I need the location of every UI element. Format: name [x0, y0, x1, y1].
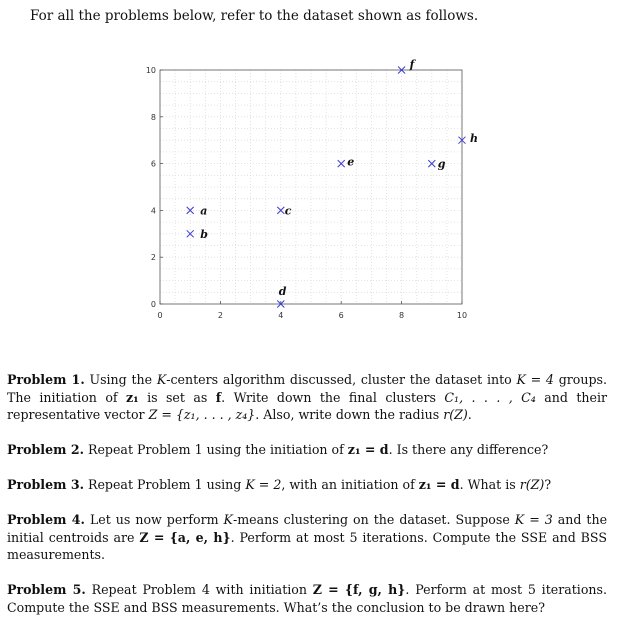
y-tick-label: 8	[150, 112, 156, 122]
y-tick-label: 2	[150, 253, 156, 263]
problem-1-math: r(Z)	[443, 407, 468, 422]
problem-5-text: . Perform at most 5 iterations. Compute the SSE and BSS measurements. What’s the conclusion to be drawn here?	[7, 582, 607, 615]
problem-3-math: r(Z)	[519, 477, 545, 492]
problem-4-math: K = 3	[514, 512, 553, 527]
problem-3-text: , with an initiation of	[281, 477, 419, 492]
problem-5-label: Problem 5.	[7, 582, 86, 597]
problem-3	[7, 476, 607, 494]
point-label-h: h	[470, 132, 478, 146]
problem-1-text: .	[467, 407, 472, 422]
point-label-d: d	[278, 285, 287, 298]
problem-2	[7, 441, 607, 459]
point-label-c: c	[284, 204, 292, 218]
problem-1-math: K = 4	[516, 372, 554, 387]
problem-4-text: -means clustering on the dataset. Suppose	[232, 512, 515, 527]
problem-1-text: -centers algorithm discussed, cluster the dataset into	[166, 372, 517, 387]
problem-4-text: Let us now perform	[89, 512, 224, 527]
point-label-b: b	[200, 227, 208, 241]
point-label-g: g	[437, 157, 446, 171]
problem-2-text: . Is there any difference?	[388, 442, 549, 457]
problem-4	[7, 511, 607, 564]
x-tick-label: 6	[338, 311, 344, 320]
y-tick-label: 10	[145, 66, 156, 75]
problem-1-text: groups. The initiation of	[7, 372, 607, 405]
problem-1-math: z₁	[125, 389, 139, 405]
y-tick-label: 6	[150, 159, 156, 169]
problem-5	[7, 581, 607, 616]
problem-3-text: Repeat Problem 1 using	[87, 477, 246, 492]
problem-5-math: Z = {f, g, h}	[312, 582, 406, 597]
problem-1-math: Z = {z₁, . . . , z₄}	[148, 407, 256, 422]
problem-1-text: . Also, write down the radius	[255, 407, 444, 422]
problem-2-math: z₁ = d	[347, 442, 389, 457]
problem-3-text: ?	[544, 477, 552, 492]
problem-1-text: is set as	[138, 389, 216, 405]
intro-text: For all the problems below, refer to the dataset shown as follows.	[30, 8, 479, 24]
problem-1-text: Using the	[89, 372, 157, 387]
point-label-f: f	[409, 58, 415, 71]
problem-2-label: Problem 2.	[7, 442, 84, 457]
problem-3-label: Problem 3.	[7, 477, 84, 492]
problem-2-text: Repeat Problem 1 using the initiation of	[87, 442, 348, 457]
problem-1-text: and their representative vector	[7, 389, 607, 422]
problem-4-text: and the initial centroids are	[7, 512, 608, 545]
problem-1-text: . Write down the final clusters	[221, 389, 445, 405]
x-tick-label: 4	[278, 311, 284, 320]
x-tick-label: 10	[456, 311, 468, 320]
problem-3-math: z₁ = d	[418, 477, 460, 492]
problem-4-math: K	[223, 512, 233, 527]
problem-3-math: K = 2	[245, 477, 282, 492]
y-tick-label: 0	[150, 300, 156, 309]
x-tick-label: 2	[217, 311, 223, 320]
y-tick-label: 4	[150, 206, 156, 216]
problem-1-math: K	[156, 372, 167, 387]
x-tick-label: 8	[399, 311, 405, 320]
problem-4-text: . Perform at most 5 iterations. Compute the SSE and BSS measurements.	[7, 529, 607, 562]
problem-3-text: . What is	[459, 477, 520, 492]
point-label-e: e	[347, 155, 355, 169]
problem-4-math: Z = {a, e, h}	[139, 529, 231, 545]
problem-1-math: C₁, . . . , C₄	[444, 389, 536, 405]
problem-4-label: Problem 4.	[7, 512, 85, 527]
point-label-a: a	[200, 204, 208, 218]
problem-1	[7, 371, 607, 424]
problem-5-text: Repeat Problem 4 with initiation	[91, 582, 313, 597]
problem-1-label: Problem 1.	[7, 372, 85, 387]
problem-1-math: f	[215, 389, 222, 405]
x-tick-label: 0	[157, 311, 163, 320]
